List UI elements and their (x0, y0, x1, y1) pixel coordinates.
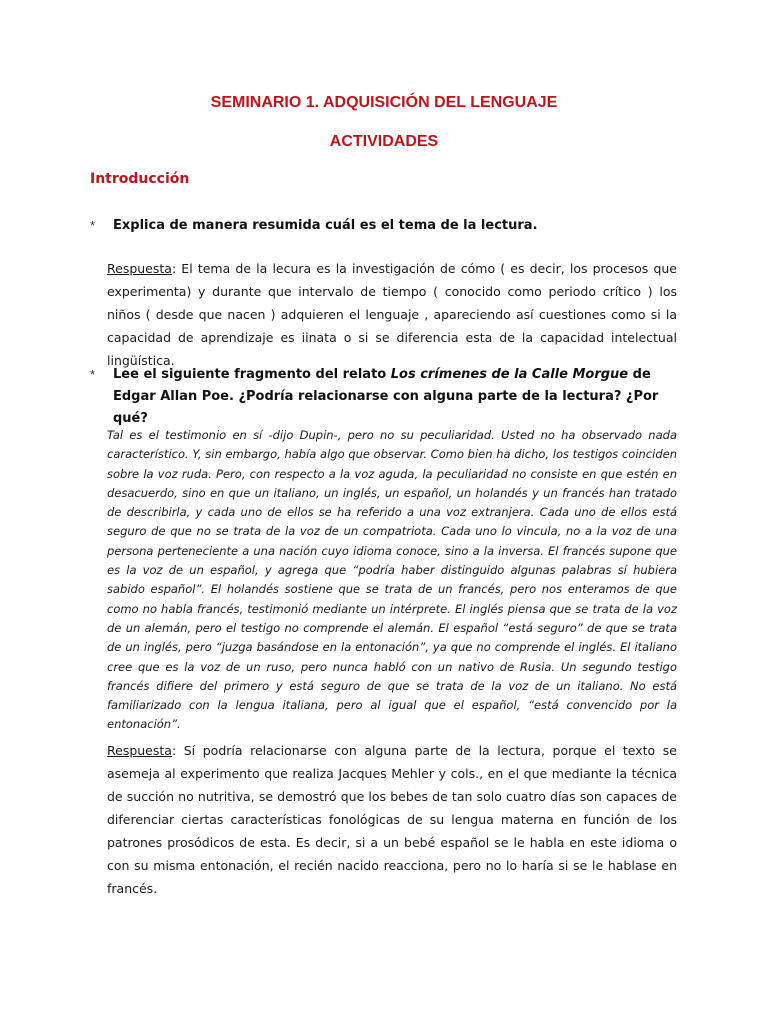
bullet-2: * (90, 367, 96, 382)
question-2 (113, 364, 681, 430)
answer-2-text: : Sí podría relacionarse con alguna parte de la lectura, porque el texto se asemeja al experimento que realiza Jacques Mehler y cols., en el que mediante la técnica de succión no nutritiva, se demostró que los bebes de tan solo cuatro días son capaces de diferenciar ciertas características fonológicas de su lengua materna en función de los patrones prosódicos de esta. Es decir, si a un bebé español se le habla en este idioma o con su misma entonación, el recién nacido reacciona, pero no lo haría si se le hablase en francés. (107, 743, 677, 896)
answer-2 (107, 739, 677, 900)
section-heading: Introducción (90, 171, 190, 187)
question-2-story-title: Los crímenes de la Calle Morgue (390, 367, 629, 382)
poe-quote: Tal es el testimonio en sí -dijo Dupin-, pero no su peculiaridad. Usted no ha observado nada característico. Y, sin embargo, había algo que observar. Como bien ha dicho, los testigos coinciden sobre la voz ruda. Pero, con respecto a la voz aguda, la peculiaridad no consiste en que estén en desacuerdo, sino en que un italiano, un inglés, un español, un holandés y un francés han tratado de describirla, y cada uno de ellos se ha referido a una voz extranjera. Cada uno de ellos está seguro de que no se trata de la voz de un compatriota. Cada uno lo vincula, no a la voz de una persona perteneciente a una nación cuyo idioma conoce, sino a la inversa. El francés supone que es la voz de un español, y agrega que “podría haber distinguido algunas palabras sí hubiera sabido español”. El holandés sostiene que se trata de un francés, pero nos enteramos de que como no habla francés, testimonió mediante un intérprete. El inglés piensa que se trata de la voz de un alemán, pero el testigo no comprende el alemán. El español “está seguro” de que se trata de un inglés, pero “juzga basándose en la entonación”, ya que no comprende el inglés. El italiano cree que es la voz de un ruso, pero nunca habló con un nativo de Rusia. Un segundo testigo francés difiere del primero y está seguro de que se trata de la voz de un italiano. No está familiarizado con la lengua italiana, pero al igual que el español, “está convencido por la entonación”. (107, 428, 677, 732)
answer-1-label: Respuesta (107, 261, 172, 276)
bullet-1: * (90, 218, 96, 233)
answer-2-label: Respuesta (107, 743, 172, 758)
document-title: SEMINARIO 1. ADQUISICIÓN DEL LENGUAJE (210, 94, 558, 111)
question-1: Explica de manera resumida cuál es el tema de la lectura. (113, 218, 538, 233)
answer-1-text: : El tema de la lecura es la investigación de cómo ( es decir, los procesos que experimenta) y durante que intervalo de tiempo ( conocido como periodo crítico ) los niños ( desde que nacen ) adquieren el lenguaje , apareciendo así cuestiones como si la capacidad de aprendizaje es iinata o si se diferencia esta de la capacidad intelectual lingüística. (107, 261, 677, 368)
answer-1 (107, 257, 677, 372)
document-subtitle: ACTIVIDADES (329, 133, 439, 150)
question-2-suffix: de Edgar Allan Poe. ¿Podría relacionarse con alguna parte de la lectura? ¿Por qué? (113, 367, 659, 426)
question-2-prefix: Lee el siguiente fragmento del relato (113, 367, 391, 382)
